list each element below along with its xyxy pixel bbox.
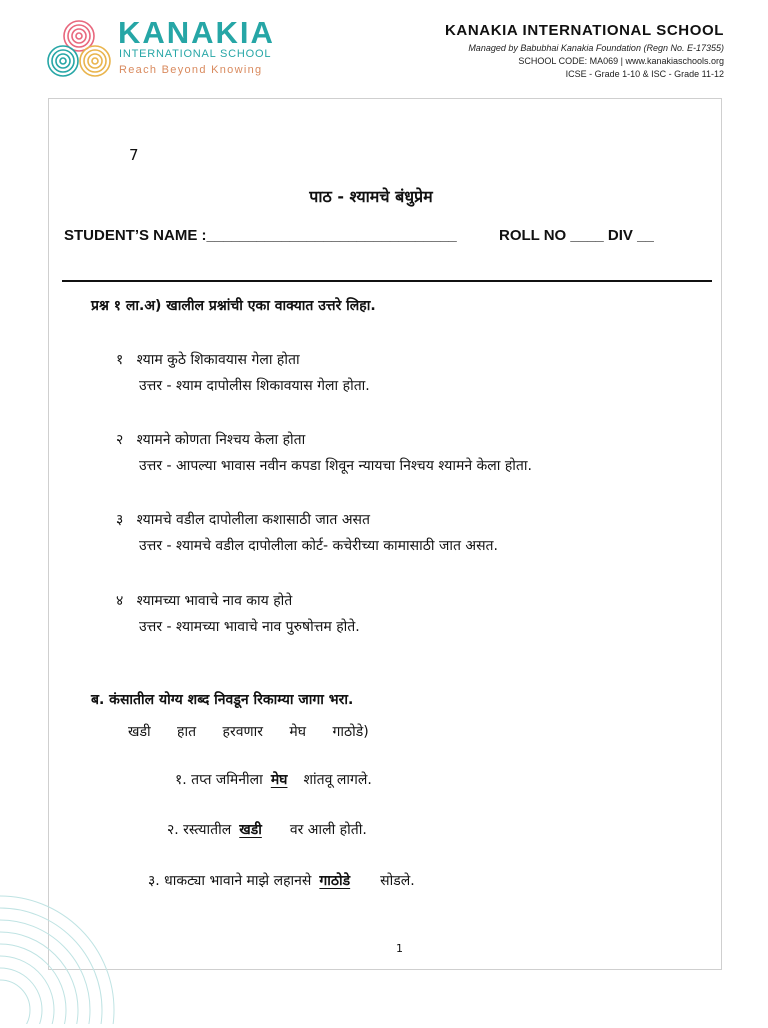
- question-1: [116, 350, 300, 369]
- answer-2: उत्तर - आपल्या भावास नवीन कपडा शिवून न्यायचा निश्चय श्यामने केला होता.: [139, 458, 532, 474]
- fill-blank-2: [167, 820, 367, 839]
- question-number: २: [116, 432, 124, 448]
- roll-div-field: ROLL NO ____ DIV __: [499, 227, 654, 244]
- option-word: मेघ: [289, 724, 307, 740]
- fill-suffix: वर आली होती.: [289, 822, 367, 838]
- fill-suffix: शांतवू लागले.: [303, 772, 372, 788]
- decorative-circles: [0, 800, 120, 1024]
- fill-answer: खडी: [239, 822, 262, 838]
- question-text: श्यामचे वडील दापोलीला कशासाठी जात असत: [136, 512, 370, 528]
- managed-by: Managed by Babubhai Kanakia Foundation (Regn No. E-17355): [468, 43, 724, 53]
- brand-name: KANAKIA: [118, 15, 275, 50]
- option-word: हरवणार: [222, 724, 263, 740]
- fill-blank-1: [175, 770, 372, 789]
- question-4: [116, 591, 292, 610]
- page-title: पाठ - श्यामचे बंधुप्रेम: [309, 187, 433, 206]
- option-word: हात: [177, 724, 197, 740]
- fill-blank-3: [148, 871, 415, 890]
- section-2-heading: ब. कंसातील योग्य शब्द निवडून रिकाम्या जागा भरा.: [91, 692, 354, 708]
- answer-4: उत्तर - श्यामच्या भावाचे नाव पुरुषोत्तम होते.: [139, 619, 360, 635]
- answer-3: उत्तर - श्यामचे वडील दापोलीला कोर्ट- कचेरीच्या कामासाठी जात असत.: [139, 538, 498, 554]
- student-name-field: STUDENT’S NAME :______________________________: [64, 227, 457, 244]
- question-number: ३: [116, 512, 124, 528]
- question-3: [116, 510, 370, 529]
- question-2: [116, 430, 305, 449]
- option-word: खडी: [128, 724, 151, 740]
- section-1-heading: प्रश्न १ ला.अ) खालील प्रश्नांची एका वाक्यात उत्तरे लिहा.: [91, 298, 376, 314]
- answer-1: उत्तर - श्याम दापोलीस शिकावयास गेला होता.: [139, 378, 370, 394]
- school-code: SCHOOL CODE: MA069 | www.kanakiaschools.org: [518, 56, 724, 66]
- fill-answer: मेघ: [270, 772, 288, 788]
- brand-tagline: Reach Beyond Knowing: [119, 64, 263, 76]
- fill-prefix: २. रस्त्यातील: [167, 822, 232, 838]
- option-word: गाठोडे): [332, 724, 369, 740]
- fill-prefix: ३. धाकट्या भावाने माझे लहानसे: [148, 873, 312, 889]
- fill-answer: गाठोडे: [319, 873, 351, 889]
- school-name: KANAKIA INTERNATIONAL SCHOOL: [444, 22, 724, 39]
- logo-emblem-icon: [44, 18, 114, 82]
- question-text: श्यामच्या भावाचे नाव काय होते: [136, 593, 293, 609]
- brand-subtitle: INTERNATIONAL SCHOOL: [119, 48, 272, 60]
- worksheet-number: 7: [129, 146, 139, 164]
- decorative-circles-icon: [0, 800, 120, 1024]
- page-number: 1: [396, 942, 403, 955]
- question-text: श्यामने कोणता निश्चय केला होता: [136, 432, 306, 448]
- fill-prefix: १. तप्त जमिनीला: [175, 772, 263, 788]
- word-options: [128, 722, 391, 741]
- fill-suffix: सोडले.: [380, 873, 415, 889]
- school-boards: ICSE - Grade 1-10 & ISC - Grade 11-12: [565, 69, 724, 79]
- question-number: ४: [116, 593, 124, 609]
- question-text: श्याम कुठे शिकावयास गेला होता: [136, 352, 300, 368]
- question-number: १: [116, 352, 124, 368]
- divider: [62, 280, 712, 282]
